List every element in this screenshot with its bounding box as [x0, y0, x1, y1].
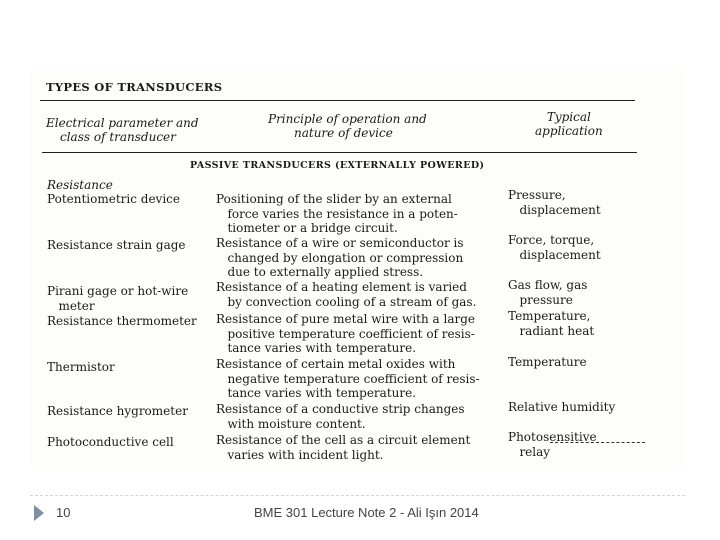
row-application: Pressure, displacement — [508, 188, 601, 217]
row-application: Photosensitive relay — [508, 430, 597, 459]
row-param: Potentiometric device — [47, 192, 180, 206]
row-param: Resistance hygrometer — [47, 404, 188, 418]
column-header-application: Typical application — [535, 110, 603, 138]
category-label: Resistance — [47, 178, 113, 192]
row-param: Thermistor — [47, 360, 115, 374]
row-application: Temperature — [508, 355, 587, 369]
row-application: Temperature, radiant heat — [508, 309, 595, 338]
row-application: Force, torque, displacement — [508, 233, 601, 262]
column-header-parameter: Electrical parameter and class of transducer — [46, 116, 199, 144]
row-param: Pirani gage or hot-wire meter — [47, 284, 189, 313]
bullet-arrow-icon — [34, 505, 44, 521]
row-principle: Resistance of a wire or semiconductor is changed by elongation or compression due to externally applied stress. — [216, 236, 464, 280]
row-principle: Resistance of a heating element is varied by convection cooling of a stream of gas. — [216, 280, 477, 309]
row-application: Gas flow, gas pressure — [508, 278, 588, 307]
header-rule — [42, 152, 637, 153]
row-application: Relative humidity — [508, 400, 616, 414]
footer-title: BME 301 Lecture Note 2 - Ali Işın 2014 — [254, 505, 479, 520]
footer-divider — [30, 495, 685, 496]
row-param: Resistance thermometer — [47, 314, 197, 328]
row-principle: Resistance of certain metal oxides with negative temperature coefficient of resis- tance varies with temperature. — [216, 357, 480, 401]
row-principle: Positioning of the slider by an external force varies the resistance in a poten- tiometer or a bridge circuit. — [216, 192, 458, 236]
row-principle: Resistance of a conductive strip changes with moisture content. — [216, 402, 465, 431]
page-number: 10 — [56, 505, 71, 520]
table-heading: TYPES OF TRANSDUCERS — [46, 80, 223, 94]
section-heading: PASSIVE TRANSDUCERS (EXTERNALLY POWERED) — [190, 160, 485, 171]
row-principle: Resistance of pure metal wire with a large positive temperature coefficient of resis- tance varies with temperature. — [216, 312, 476, 356]
row-param: Resistance strain gage — [47, 238, 186, 252]
row-principle: Resistance of the cell as a circuit element varies with incident light. — [216, 433, 471, 462]
column-header-principle: Principle of operation and nature of device — [268, 112, 427, 140]
bottom-rule-fragment — [550, 442, 645, 443]
scanned-table — [30, 70, 685, 470]
row-param: Photoconductive cell — [47, 435, 174, 449]
top-rule — [40, 100, 635, 101]
